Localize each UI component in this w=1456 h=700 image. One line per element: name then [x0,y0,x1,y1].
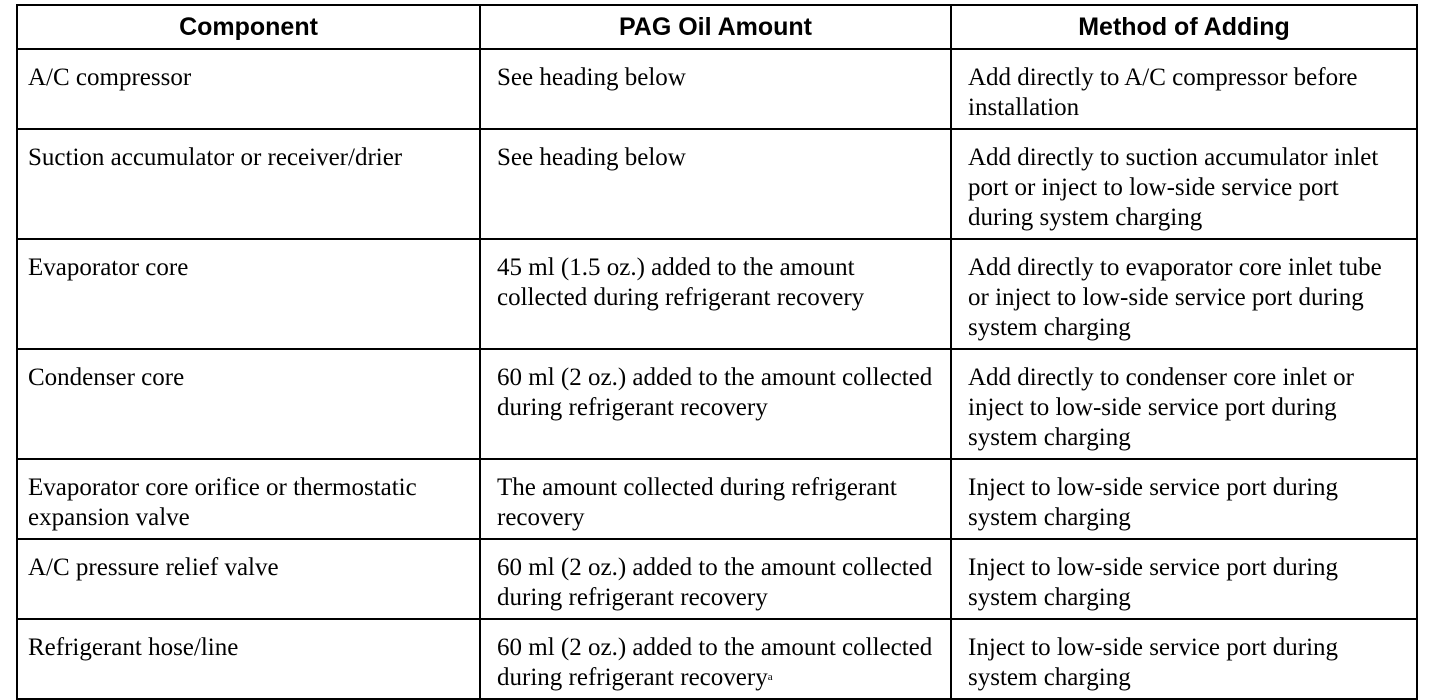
component-cell: Suction accumulator or receiver/drier [17,129,480,239]
amount-cell [480,619,951,699]
method-cell: Add directly to condenser core inlet or inject to low-side service port during system charging [951,349,1417,459]
component-cell: Refrigerant hose/line [17,619,480,699]
amount-cell: The amount collected during refrigerant recovery [480,459,951,539]
table-row [17,619,1417,699]
method-cell: Add directly to evaporator core inlet tube or inject to low-side service port during system charging [951,239,1417,349]
amount-cell: See heading below [480,49,951,129]
table-row [17,349,1417,459]
component-cell: Evaporator core [17,239,480,349]
method-cell: Inject to low-side service port during system charging [951,619,1417,699]
amount-cell: 60 ml (2 oz.) added to the amount collected during refrigerant recovery [480,539,951,619]
table-row [17,239,1417,349]
header-pag-oil-amount: PAG Oil Amount [480,5,951,49]
amount-text: 60 ml (2 oz.) added to the amount collected during refrigerant recovery [497,634,933,691]
method-cell: Add directly to suction accumulator inlet port or inject to low-side service port during system charging [951,129,1417,239]
component-cell: A/C pressure relief valve [17,539,480,619]
amount-cell: See heading below [480,129,951,239]
component-cell: Condenser core [17,349,480,459]
amount-cell: 60 ml (2 oz.) added to the amount collected during refrigerant recovery [480,349,951,459]
component-cell: A/C compressor [17,49,480,129]
method-cell: Add directly to A/C compressor before installation [951,49,1417,129]
amount-cell: 45 ml (1.5 oz.) added to the amount collected during refrigerant recovery [480,239,951,349]
table-header-row [17,5,1417,49]
pag-oil-table [16,4,1418,700]
footnote-marker: a [767,671,773,683]
table-row [17,539,1417,619]
header-component: Component [17,5,480,49]
method-cell: Inject to low-side service port during system charging [951,459,1417,539]
method-cell: Inject to low-side service port during system charging [951,539,1417,619]
header-method-of-adding: Method of Adding [951,5,1417,49]
table-row [17,129,1417,239]
table-row [17,49,1417,129]
table-row [17,459,1417,539]
component-cell: Evaporator core orifice or thermostatic expansion valve [17,459,480,539]
